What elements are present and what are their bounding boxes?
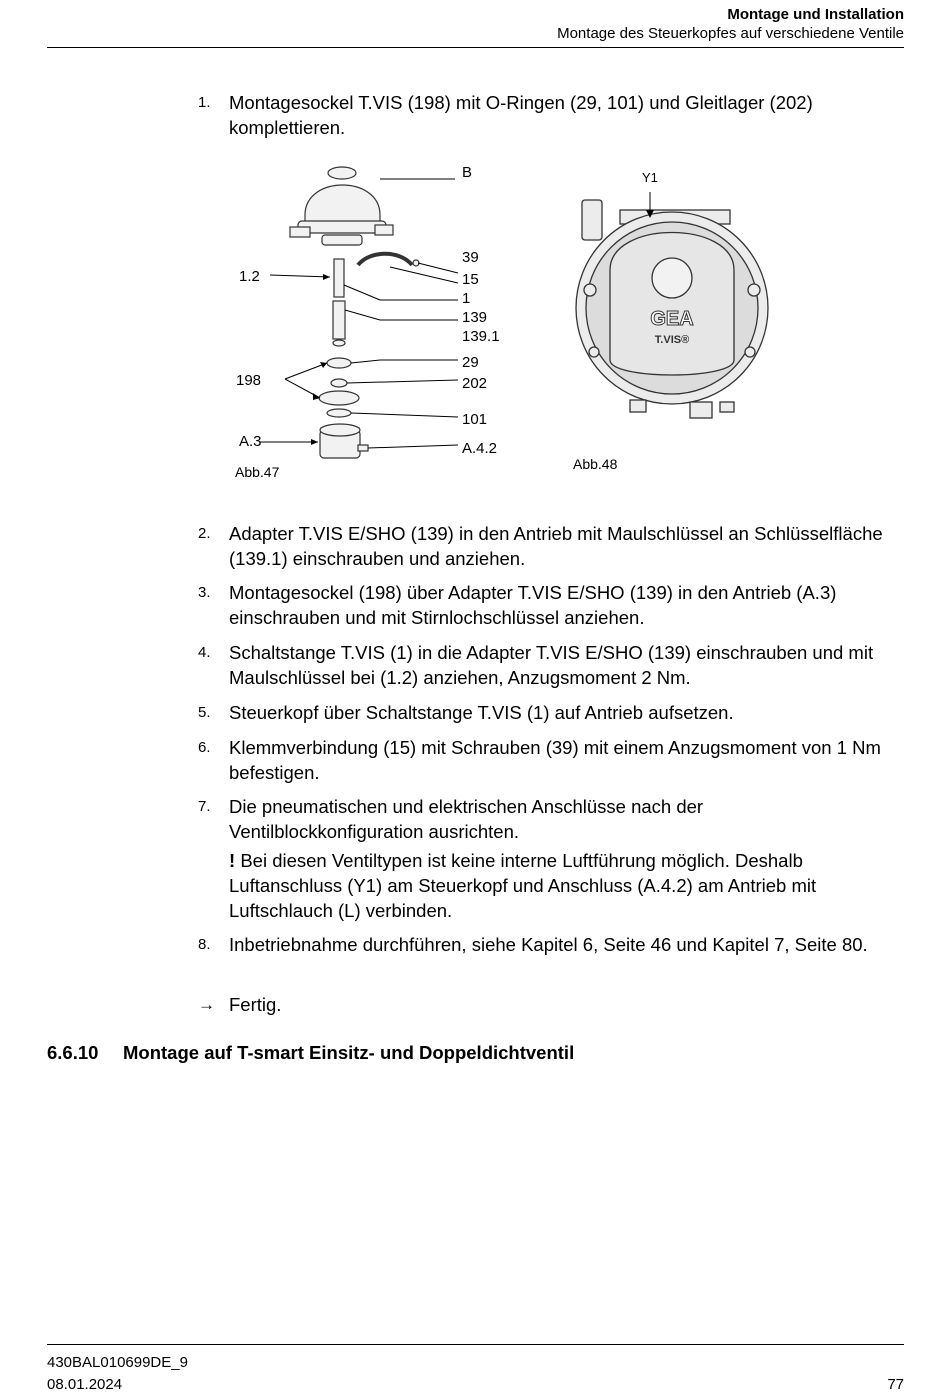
step-number: 3.	[198, 584, 211, 601]
step-text: Montagesockel T.VIS (198) mit O-Ringen (29, 101) und Gleitlager (202) komplettieren.	[229, 92, 813, 138]
step-number: 4.	[198, 644, 211, 661]
label-139: 139	[462, 309, 488, 326]
figure-48-caption: Abb.48	[573, 456, 618, 472]
step-text: Montagesockel (198) über Adapter T.VIS E/SHO (139) in den Antrieb (A.3) einschrauben und mit Stirnlochschlüssel anziehen.	[229, 582, 837, 628]
housing-face	[610, 233, 734, 376]
control-head-connectors	[322, 235, 362, 245]
leader-15	[390, 267, 458, 283]
section-heading	[47, 1042, 574, 1064]
control-head-port-right	[375, 225, 393, 235]
header-title: Montage und Installation	[727, 6, 904, 23]
result-text: Fertig.	[229, 994, 282, 1015]
header-rule	[47, 47, 904, 48]
step-number: 8.	[198, 936, 211, 953]
clamp-ring	[358, 254, 412, 265]
leader-39	[418, 263, 458, 273]
control-head-top	[328, 167, 356, 179]
header-subtitle: Montage des Steuerkopfes auf verschiedene Ventile	[557, 25, 904, 42]
label-29: 29	[462, 354, 479, 371]
arrow-a3	[311, 439, 318, 445]
step-number: 7.	[198, 798, 211, 815]
leader-1a	[344, 285, 380, 300]
step-text: Steuerkopf über Schaltstange T.VIS (1) auf Antrieb aufsetzen.	[229, 702, 734, 723]
screw-bottom-left	[589, 347, 599, 357]
page-number: 77	[887, 1376, 904, 1393]
bottom-port-2	[690, 402, 712, 418]
mounting-base-198	[319, 391, 359, 405]
step-text: Schaltstange T.VIS (1) in die Adapter T.VIS E/SHO (139) einschrauben und mit Maulschlüssel bei (1.2) anziehen, Anzugsmoment 2 Nm.	[229, 642, 874, 688]
o-ring-29	[327, 358, 351, 368]
leader-29a	[351, 360, 380, 363]
step-number: 6.	[198, 739, 211, 756]
footer-rule	[47, 1344, 904, 1345]
step-text: Adapter T.VIS E/SHO (139) in den Antrieb mit Maulschlüssel an Schlüsselfläche (139.1) einschrauben und anziehen.	[229, 523, 883, 569]
gea-logo: GEA	[650, 308, 694, 330]
label-202: 202	[462, 375, 488, 392]
leader-198a	[285, 363, 327, 379]
leader-1-2	[270, 275, 330, 277]
warning-text: Bei diesen Ventiltypen ist keine interne Luftführung möglich. Deshalb Luftanschluss (Y1) am Steuerkopf und Anschluss (A.4.2) am Antrieb mit Luftschlauch (L) verbinden.	[229, 850, 817, 921]
footer-date: 08.01.2024	[47, 1376, 123, 1393]
section-number: 6.6.10	[47, 1042, 99, 1063]
step-number: 1.	[198, 94, 211, 111]
step-text: Klemmverbindung (15) mit Schrauben (39) mit einem Anzugsmoment von 1 Nm befestigen.	[229, 737, 881, 783]
label-15: 15	[462, 271, 479, 288]
control-head-dome	[305, 185, 380, 223]
section-title: Montage auf T-smart Einsitz- und Doppeldichtventil	[123, 1042, 575, 1063]
cable-gland	[582, 200, 602, 240]
bottom-port-3	[720, 402, 734, 412]
screw-right	[748, 284, 760, 296]
adapter-end	[333, 340, 345, 346]
label-198: 198	[236, 372, 262, 389]
result-arrow-icon: →	[198, 995, 215, 1014]
actuator-port-a42	[358, 445, 368, 451]
bearing-202	[331, 379, 347, 387]
leader-202	[347, 380, 458, 383]
label-1: 1	[462, 290, 471, 307]
adapter	[333, 301, 345, 339]
label-101: 101	[462, 411, 488, 428]
leader-101	[351, 413, 458, 417]
control-head-port-left	[290, 227, 310, 237]
step-text: Inbetriebnahme durchführen, siehe Kapitel 6, Seite 46 und Kapitel 7, Seite 80.	[229, 934, 868, 955]
leader-139a	[345, 310, 380, 320]
control-head-base	[298, 221, 386, 233]
indicator-window	[652, 258, 692, 298]
warning-mark: !	[229, 850, 236, 871]
arrow-1-2	[323, 274, 330, 280]
footer-doc-id: 430BAL010699DE_9	[47, 1354, 188, 1371]
o-ring-101	[327, 409, 351, 417]
screw-bottom-right	[745, 347, 755, 357]
warning-note	[229, 848, 899, 923]
figure-47-caption: Abb.47	[235, 464, 280, 480]
tvis-product-label: T.VIS®	[654, 334, 690, 346]
step-text: Die pneumatischen und elektrischen Anschlüsse nach der Ventilblockkonfiguration ausrichten.	[229, 796, 704, 842]
bottom-port-1	[630, 400, 646, 412]
label-y1: Y1	[642, 170, 658, 185]
leader-a42	[368, 445, 458, 448]
actuator-top	[320, 424, 360, 436]
label-a42: A.4.2	[462, 440, 498, 457]
label-39: 39	[462, 249, 479, 266]
label-b: B	[462, 164, 473, 181]
label-139-1: 139.1	[462, 328, 500, 345]
screw-left	[584, 284, 596, 296]
step-number: 2.	[198, 525, 211, 542]
figure-48-control-head-view	[570, 180, 775, 430]
label-a3: A.3	[239, 433, 262, 450]
step-number: 5.	[198, 704, 211, 721]
switch-rod	[334, 259, 344, 297]
label-1-2: 1.2	[239, 268, 260, 285]
